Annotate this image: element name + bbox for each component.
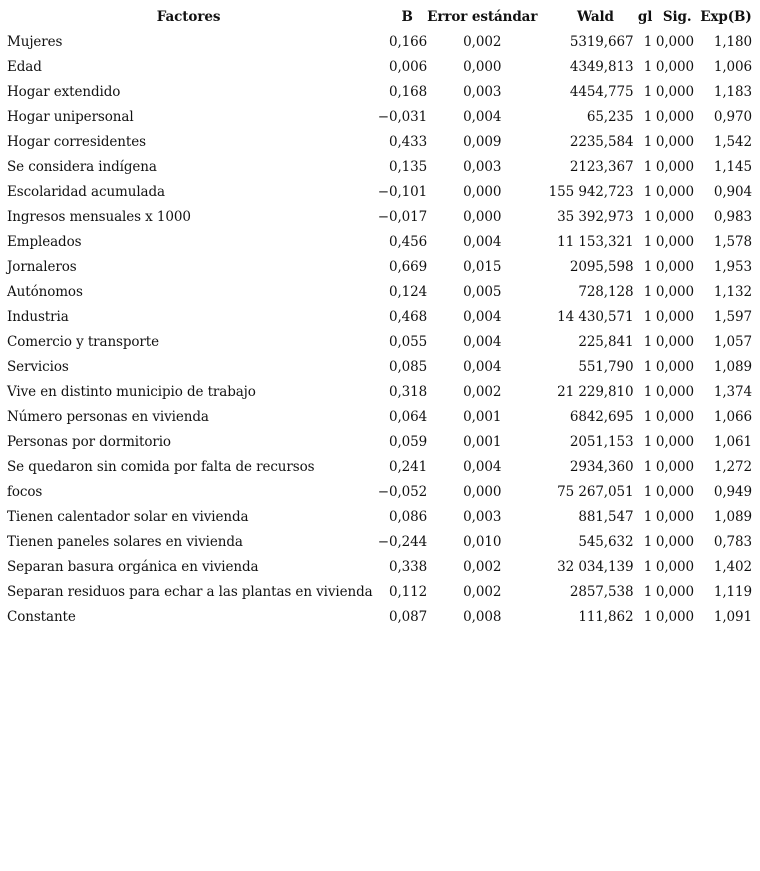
cell-b: 0,059 (388, 433, 428, 450)
cell-sig: 0,000 (655, 433, 694, 450)
table-row (4, 129, 760, 154)
cell-b: 0,124 (388, 283, 428, 300)
cell-wald: 75 267,051 (557, 483, 634, 500)
cell-b: 0,669 (388, 258, 428, 275)
table-row (4, 504, 760, 529)
table-row (4, 479, 760, 504)
cell-factor: Edad (7, 58, 42, 75)
cell-sig: 0,000 (655, 233, 694, 250)
cell-gl: 1 (643, 558, 653, 575)
cell-factor: Tienen calentador solar en vivienda (7, 508, 249, 525)
cell-gl: 1 (643, 533, 653, 550)
cell-error-estandar: 0,004 (463, 358, 502, 375)
cell-exp-b: 1,542 (713, 133, 752, 150)
cell-gl: 1 (643, 483, 653, 500)
cell-exp-b: 1,091 (713, 608, 752, 625)
cell-wald: 11 153,321 (557, 233, 634, 250)
cell-factor: Personas por dormitorio (7, 433, 171, 450)
cell-sig: 0,000 (655, 408, 694, 425)
cell-factor: Ingresos mensuales x 1000 (7, 208, 191, 225)
regression-table (4, 4, 760, 629)
cell-sig: 0,000 (655, 208, 694, 225)
cell-error-estandar: 0,001 (463, 408, 502, 425)
cell-sig: 0,000 (655, 533, 694, 550)
cell-sig: 0,000 (655, 83, 694, 100)
cell-sig: 0,000 (655, 358, 694, 375)
cell-exp-b: 1,057 (713, 333, 752, 350)
header-wald: Wald (576, 8, 614, 25)
cell-sig: 0,000 (655, 133, 694, 150)
cell-error-estandar: 0,005 (463, 283, 502, 300)
cell-b: 0,086 (388, 508, 428, 525)
cell-sig: 0,000 (655, 508, 694, 525)
cell-b: 0,064 (388, 408, 428, 425)
cell-b: 0,338 (388, 558, 428, 575)
cell-exp-b: 1,180 (713, 33, 752, 50)
cell-exp-b: 1,061 (713, 433, 752, 450)
cell-gl: 1 (643, 608, 653, 625)
cell-factor: Empleados (7, 233, 82, 250)
cell-exp-b: 0,904 (713, 183, 752, 200)
cell-sig: 0,000 (655, 383, 694, 400)
cell-wald: 2934,360 (569, 458, 634, 475)
cell-b: 0,318 (388, 383, 428, 400)
cell-exp-b: 1,578 (713, 233, 752, 250)
cell-error-estandar: 0,000 (463, 183, 502, 200)
cell-sig: 0,000 (655, 283, 694, 300)
cell-wald: 32 034,139 (557, 558, 634, 575)
cell-exp-b: 1,374 (713, 383, 752, 400)
cell-error-estandar: 0,003 (463, 508, 502, 525)
table-row (4, 354, 760, 379)
header-factores: Factores (156, 8, 221, 25)
cell-b: 0,085 (388, 358, 428, 375)
cell-exp-b: 1,066 (713, 408, 752, 425)
table-row (4, 529, 760, 554)
cell-exp-b: 1,953 (713, 258, 752, 275)
table-row (4, 229, 760, 254)
cell-factor: Hogar unipersonal (7, 108, 134, 125)
cell-sig: 0,000 (655, 58, 694, 75)
cell-wald: 4454,775 (569, 83, 634, 100)
cell-wald: 2235,584 (569, 133, 634, 150)
table-row (4, 304, 760, 329)
header-b: B (401, 8, 413, 25)
cell-sig: 0,000 (655, 558, 694, 575)
cell-gl: 1 (643, 508, 653, 525)
cell-wald: 2123,367 (569, 158, 634, 175)
cell-exp-b: 1,145 (713, 158, 752, 175)
cell-error-estandar: 0,004 (463, 333, 502, 350)
cell-gl: 1 (643, 308, 653, 325)
cell-wald: 6842,695 (569, 408, 634, 425)
cell-factor: Tienen paneles solares en vivienda (7, 533, 243, 550)
cell-sig: 0,000 (655, 183, 694, 200)
cell-sig: 0,000 (655, 458, 694, 475)
cell-gl: 1 (643, 108, 653, 125)
cell-exp-b: 1,402 (713, 558, 752, 575)
table-row (4, 204, 760, 229)
cell-wald: 225,841 (578, 333, 634, 350)
cell-exp-b: 1,597 (713, 308, 752, 325)
cell-gl: 1 (643, 83, 653, 100)
cell-sig: 0,000 (655, 608, 694, 625)
cell-error-estandar: 0,002 (463, 383, 502, 400)
cell-wald: 551,790 (578, 358, 634, 375)
cell-gl: 1 (643, 133, 653, 150)
cell-wald: 155 942,723 (548, 183, 634, 200)
cell-gl: 1 (643, 383, 653, 400)
cell-error-estandar: 0,008 (463, 608, 502, 625)
cell-sig: 0,000 (655, 108, 694, 125)
cell-b: 0,006 (388, 58, 428, 75)
table-row (4, 54, 760, 79)
table-header (4, 4, 760, 29)
cell-factor: Constante (7, 608, 76, 625)
cell-exp-b: 0,783 (713, 533, 752, 550)
cell-b: −0,101 (377, 183, 428, 200)
cell-sig: 0,000 (655, 483, 694, 500)
table-row (4, 29, 760, 54)
cell-sig: 0,000 (655, 583, 694, 600)
cell-exp-b: 0,983 (713, 208, 752, 225)
cell-error-estandar: 0,010 (463, 533, 502, 550)
cell-wald: 111,862 (578, 608, 634, 625)
cell-wald: 14 430,571 (557, 308, 634, 325)
cell-exp-b: 1,272 (713, 458, 752, 475)
cell-gl: 1 (643, 33, 653, 50)
cell-exp-b: 0,949 (713, 483, 752, 500)
table-row (4, 429, 760, 454)
cell-b: 0,166 (388, 33, 428, 50)
cell-wald: 545,632 (578, 533, 634, 550)
cell-b: 0,241 (388, 458, 428, 475)
cell-gl: 1 (643, 283, 653, 300)
cell-gl: 1 (643, 183, 653, 200)
cell-factor: Separan basura orgánica en vivienda (7, 558, 259, 575)
cell-exp-b: 1,006 (713, 58, 752, 75)
table-row (4, 279, 760, 304)
cell-exp-b: 1,119 (713, 583, 752, 600)
cell-error-estandar: 0,000 (463, 208, 502, 225)
cell-sig: 0,000 (655, 333, 694, 350)
cell-b: 0,135 (388, 158, 428, 175)
cell-gl: 1 (643, 258, 653, 275)
cell-wald: 2051,153 (569, 433, 634, 450)
cell-gl: 1 (643, 408, 653, 425)
cell-b: −0,017 (377, 208, 428, 225)
table-row (4, 104, 760, 129)
table-row (4, 454, 760, 479)
cell-b: −0,244 (377, 533, 428, 550)
cell-gl: 1 (643, 158, 653, 175)
cell-factor: Vive en distinto municipio de trabajo (7, 383, 256, 400)
cell-error-estandar: 0,000 (463, 58, 502, 75)
cell-sig: 0,000 (655, 33, 694, 50)
cell-exp-b: 1,132 (713, 283, 752, 300)
header-sig: Sig. (662, 8, 692, 25)
cell-exp-b: 1,089 (713, 358, 752, 375)
cell-b: 0,433 (388, 133, 428, 150)
cell-sig: 0,000 (655, 158, 694, 175)
cell-factor: Escolaridad acumulada (7, 183, 165, 200)
cell-sig: 0,000 (655, 258, 694, 275)
cell-error-estandar: 0,000 (463, 483, 502, 500)
cell-factor: Se considera indígena (7, 158, 157, 175)
cell-factor: Autónomos (7, 283, 83, 300)
header-gl: gl (637, 8, 653, 25)
cell-gl: 1 (643, 458, 653, 475)
cell-error-estandar: 0,015 (463, 258, 502, 275)
table-row (4, 79, 760, 104)
cell-error-estandar: 0,004 (463, 308, 502, 325)
cell-wald: 4349,813 (569, 58, 634, 75)
cell-factor: Servicios (7, 358, 69, 375)
cell-wald: 5319,667 (569, 33, 634, 50)
cell-factor: Mujeres (7, 33, 63, 50)
table-row (4, 329, 760, 354)
cell-factor: focos (7, 483, 43, 500)
table-row (4, 179, 760, 204)
header-error-estandar: Error estándar (427, 8, 538, 25)
cell-exp-b: 0,970 (713, 108, 752, 125)
cell-gl: 1 (643, 583, 653, 600)
cell-factor: Jornaleros (7, 258, 77, 275)
cell-gl: 1 (643, 433, 653, 450)
cell-wald: 728,128 (578, 283, 634, 300)
table-row (4, 154, 760, 179)
cell-error-estandar: 0,004 (463, 233, 502, 250)
cell-gl: 1 (643, 233, 653, 250)
table-row (4, 404, 760, 429)
cell-error-estandar: 0,004 (463, 458, 502, 475)
cell-factor: Número personas en vivienda (7, 408, 209, 425)
cell-wald: 2857,538 (569, 583, 634, 600)
table-row (4, 254, 760, 279)
cell-gl: 1 (643, 208, 653, 225)
cell-wald: 35 392,973 (557, 208, 634, 225)
cell-b: 0,456 (388, 233, 428, 250)
table-row (4, 604, 760, 629)
cell-error-estandar: 0,003 (463, 83, 502, 100)
cell-error-estandar: 0,003 (463, 158, 502, 175)
cell-error-estandar: 0,009 (463, 133, 502, 150)
cell-factor: Comercio y transporte (7, 333, 160, 350)
cell-error-estandar: 0,001 (463, 433, 502, 450)
header-row (4, 4, 760, 29)
cell-wald: 21 229,810 (557, 383, 634, 400)
cell-factor: Se quedaron sin comida por falta de recursos (7, 458, 315, 475)
cell-error-estandar: 0,002 (463, 558, 502, 575)
table-body (4, 29, 760, 629)
cell-b: 0,087 (388, 608, 428, 625)
cell-error-estandar: 0,004 (463, 108, 502, 125)
table-row (4, 379, 760, 404)
cell-exp-b: 1,089 (713, 508, 752, 525)
cell-b: 0,168 (388, 83, 428, 100)
table-row (4, 579, 760, 604)
cell-b: 0,468 (388, 308, 428, 325)
cell-factor: Industria (7, 308, 69, 325)
cell-wald: 2095,598 (569, 258, 634, 275)
table-row (4, 554, 760, 579)
cell-gl: 1 (643, 58, 653, 75)
cell-gl: 1 (643, 358, 653, 375)
cell-b: 0,112 (388, 583, 428, 600)
cell-wald: 65,235 (586, 108, 634, 125)
cell-error-estandar: 0,002 (463, 583, 502, 600)
cell-factor: Separan residuos para echar a las plantas en vivienda (7, 583, 373, 600)
cell-factor: Hogar corresidentes (7, 133, 146, 150)
cell-gl: 1 (643, 333, 653, 350)
cell-error-estandar: 0,002 (463, 33, 502, 50)
header-exp-b: Exp(B) (700, 8, 752, 25)
cell-wald: 881,547 (578, 508, 634, 525)
cell-b: 0,055 (388, 333, 428, 350)
cell-factor: Hogar extendido (7, 83, 121, 100)
cell-b: −0,031 (377, 108, 428, 125)
cell-exp-b: 1,183 (713, 83, 752, 100)
cell-sig: 0,000 (655, 308, 694, 325)
cell-b: −0,052 (377, 483, 428, 500)
